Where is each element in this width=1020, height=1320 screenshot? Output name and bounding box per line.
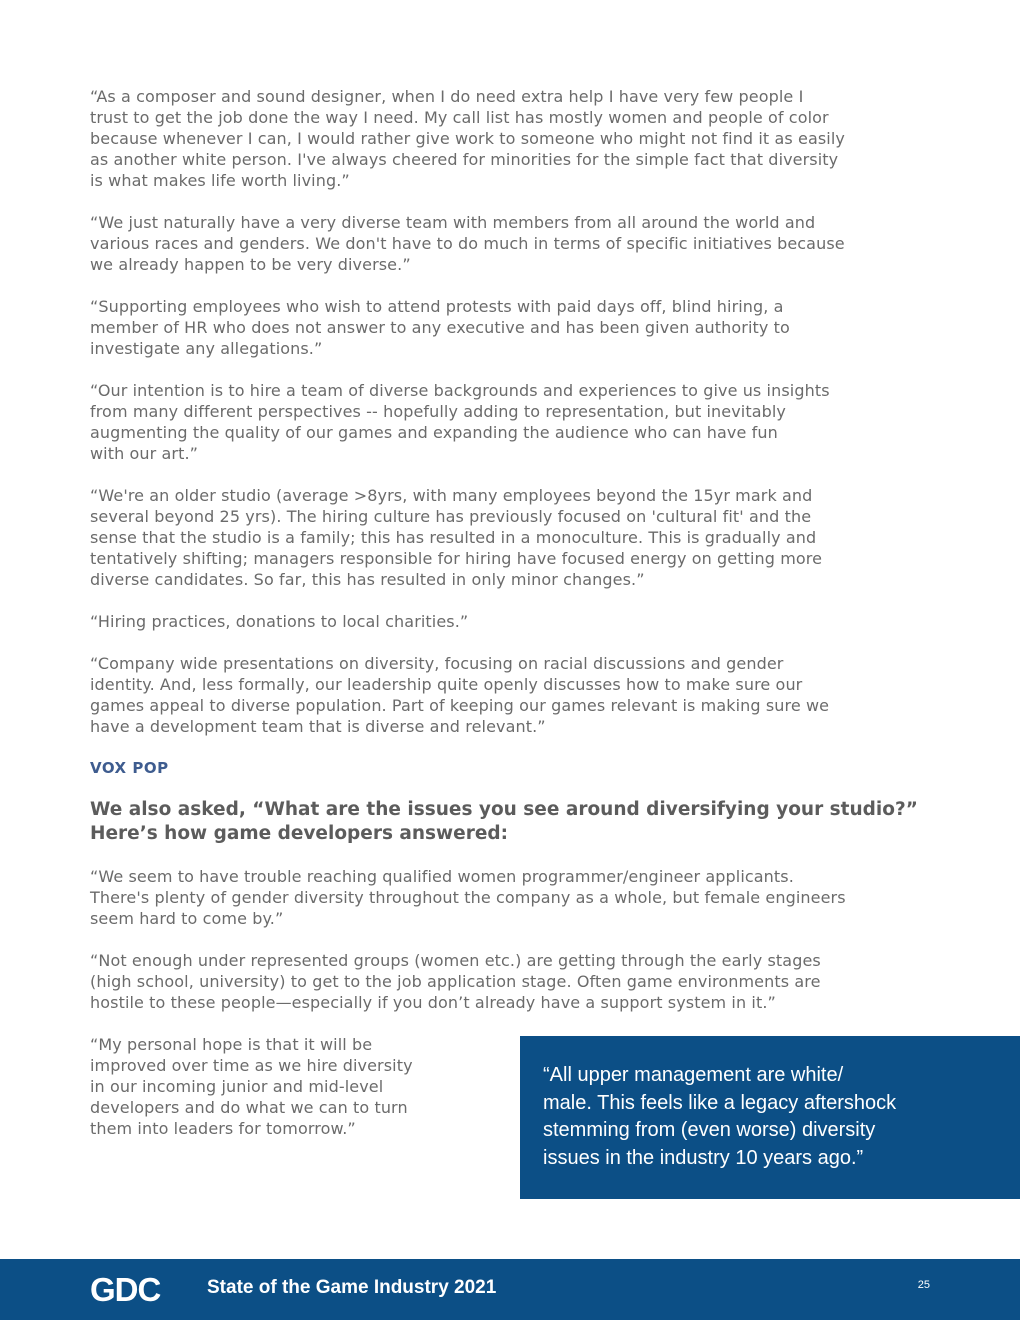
quote: “Hiring practices, donations to local charities.”: [90, 612, 469, 631]
page-footer: [0, 1259, 1020, 1320]
section-heading: We also asked, “What are the issues you see around diversifying your studio?” Here’s how game developers answered:: [90, 799, 918, 844]
quote: “Company wide presentations on diversity, focusing on racial discussions and gender identity. And, less formally, our leadership quite openly discusses how to make sure our games appeal to diverse population. Part of keeping our games relevant is making sure we have a development team that is diverse and relevant.”: [90, 654, 830, 736]
quote: “Not enough under represented groups (women etc.) are getting through the early stages (high school, university) to get to the job application stage. Often game environments are hostile to these people—especially if you don’t already have a support system in it.”: [90, 951, 821, 1012]
pull-quote-text: “All upper management are white/ male. This feels like a legacy aftershock stemming from (even worse) diversity issues in the industry 10 years ago.”: [543, 1064, 897, 1169]
quote: “Our intention is to hire a team of diverse backgrounds and experiences to give us insights from many different perspectives -- hopefully adding to representation, but inevitably augmenting the quality of our games and expanding the audience who can have fun with our art.”: [90, 381, 830, 463]
article-body: [90, 86, 930, 1160]
gdc-logo: [90, 1273, 178, 1305]
quote: “We seem to have trouble reaching qualified women programmer/engineer applicants. There's plenty of gender diversity throughout the company as a whole, but female engineers seem hard to come by.”: [90, 867, 846, 928]
vox-pop-label: VOX POP: [90, 759, 169, 777]
quote: “Supporting employees who wish to attend protests with paid days off, blind hiring, a member of HR who does not answer to any executive and has been given authority to investigate any allegations.”: [90, 297, 790, 358]
report-title: State of the Game Industry 2021: [207, 1277, 497, 1298]
quote: “As a composer and sound designer, when I do need extra help I have very few people I trust to get the job done the way I need. My call list has mostly women and people of color because whenever I can, I would rather give work to someone who might not find it as easily as another white person. I've always cheered for minorities for the simple fact that diversity is what makes life worth living.”: [90, 87, 845, 190]
pull-quote-box: [520, 1036, 1020, 1199]
quote: “We just naturally have a very diverse team with members from all around the world and various races and genders. We don't have to do much in terms of specific initiatives because we already happen to be very diverse.”: [90, 213, 845, 274]
quote: “We're an older studio (average >8yrs, with many employees beyond the 15yr mark and several beyond 25 yrs). The hiring culture has previously focused on 'cultural fit' and the sense that the studio is a family; this has resulted in a monoculture. This is gradually and tentatively shifting; managers responsible for hiring have focused energy on getting more diverse candidates. So far, this has resulted in only minor changes.”: [90, 486, 823, 589]
gdc-logo-text: GDC: [90, 1273, 161, 1305]
quote: “My personal hope is that it will be improved over time as we hire diversity in our incoming junior and mid-level developers and do what we can to turn them into leaders for tomorrow.”: [90, 1035, 413, 1138]
page-number: 25: [917, 1279, 930, 1291]
